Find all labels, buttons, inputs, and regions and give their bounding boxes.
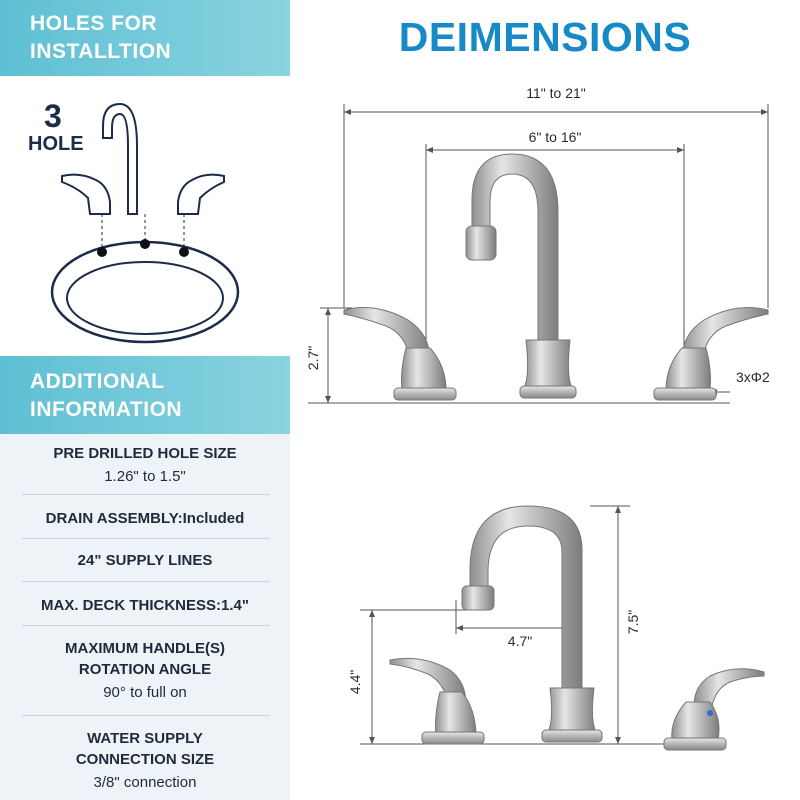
spec-hole-size: [0, 443, 290, 487]
handle-total-height-label: 4.4": [347, 669, 363, 695]
overall-width-label: 11" to 21": [526, 85, 586, 101]
sink-right-handle: [178, 175, 224, 214]
spec-value: 1.26" to 1.5": [104, 468, 186, 485]
page-title: DEIMENSIONS: [398, 14, 692, 60]
spec-drain: [0, 508, 290, 529]
center-spread-label: 6" to 16": [528, 129, 582, 145]
bottom-faucet-set: [390, 506, 764, 750]
sink-basin-inner: [67, 262, 223, 334]
spec-deck-thickness: [0, 595, 290, 616]
holes-banner-line-1: HOLES FOR: [30, 12, 158, 35]
hole-count: 3: [44, 98, 62, 134]
holes-banner-line-2: INSTALLTION: [30, 40, 172, 63]
spec-title: WATER SUPPLY: [87, 730, 203, 747]
info-banner-line-1: ADDITIONAL: [30, 370, 165, 393]
top-spout: [466, 154, 576, 398]
spec-title: 24" SUPPLY LINES: [77, 552, 213, 569]
spec-title: MAX. DECK THICKNESS:1.4": [41, 597, 249, 614]
bottom-spout: [462, 506, 602, 742]
sink-diagram: [0, 76, 290, 356]
hole-center: [140, 239, 150, 249]
spec-title: DRAIN ASSEMBLY:Included: [45, 510, 245, 527]
spec-value: 3/8" connection: [93, 774, 197, 791]
holes-label: 3xΦ2: [736, 369, 770, 385]
spout-reach-label: 4.7": [507, 633, 533, 649]
hole-right: [179, 247, 189, 257]
dimension-diagram: [290, 70, 800, 800]
left-panel: [0, 0, 290, 800]
spec-title: ROTATION ANGLE: [78, 661, 212, 678]
holes-banner: [0, 0, 290, 76]
sink-left-handle: [62, 175, 110, 214]
spec-value: 90° to full on: [103, 684, 187, 701]
spec-connection: [0, 728, 290, 793]
spout-height-label: 7.5": [625, 609, 641, 635]
spec-title: MAXIMUM HANDLE(S): [65, 640, 225, 657]
top-left-handle: [344, 308, 456, 400]
top-right-handle: [654, 308, 768, 400]
handle-height-label: 2.7": [305, 345, 321, 371]
cold-indicator-icon: [707, 710, 713, 716]
spec-title: PRE DRILLED HOLE SIZE: [53, 445, 237, 462]
hole-word: HOLE: [28, 133, 84, 155]
info-banner: [0, 356, 290, 434]
sink-illustration: [0, 76, 290, 356]
bottom-right-handle: [664, 669, 764, 750]
hole-left: [97, 247, 107, 257]
spec-supply-lines: [0, 550, 290, 571]
spec-title: CONNECTION SIZE: [75, 751, 215, 768]
top-faucet-set: [344, 154, 768, 400]
info-banner-line-2: INFORMATION: [30, 398, 183, 421]
bottom-left-handle: [390, 658, 484, 744]
spec-rotation: [0, 638, 290, 703]
